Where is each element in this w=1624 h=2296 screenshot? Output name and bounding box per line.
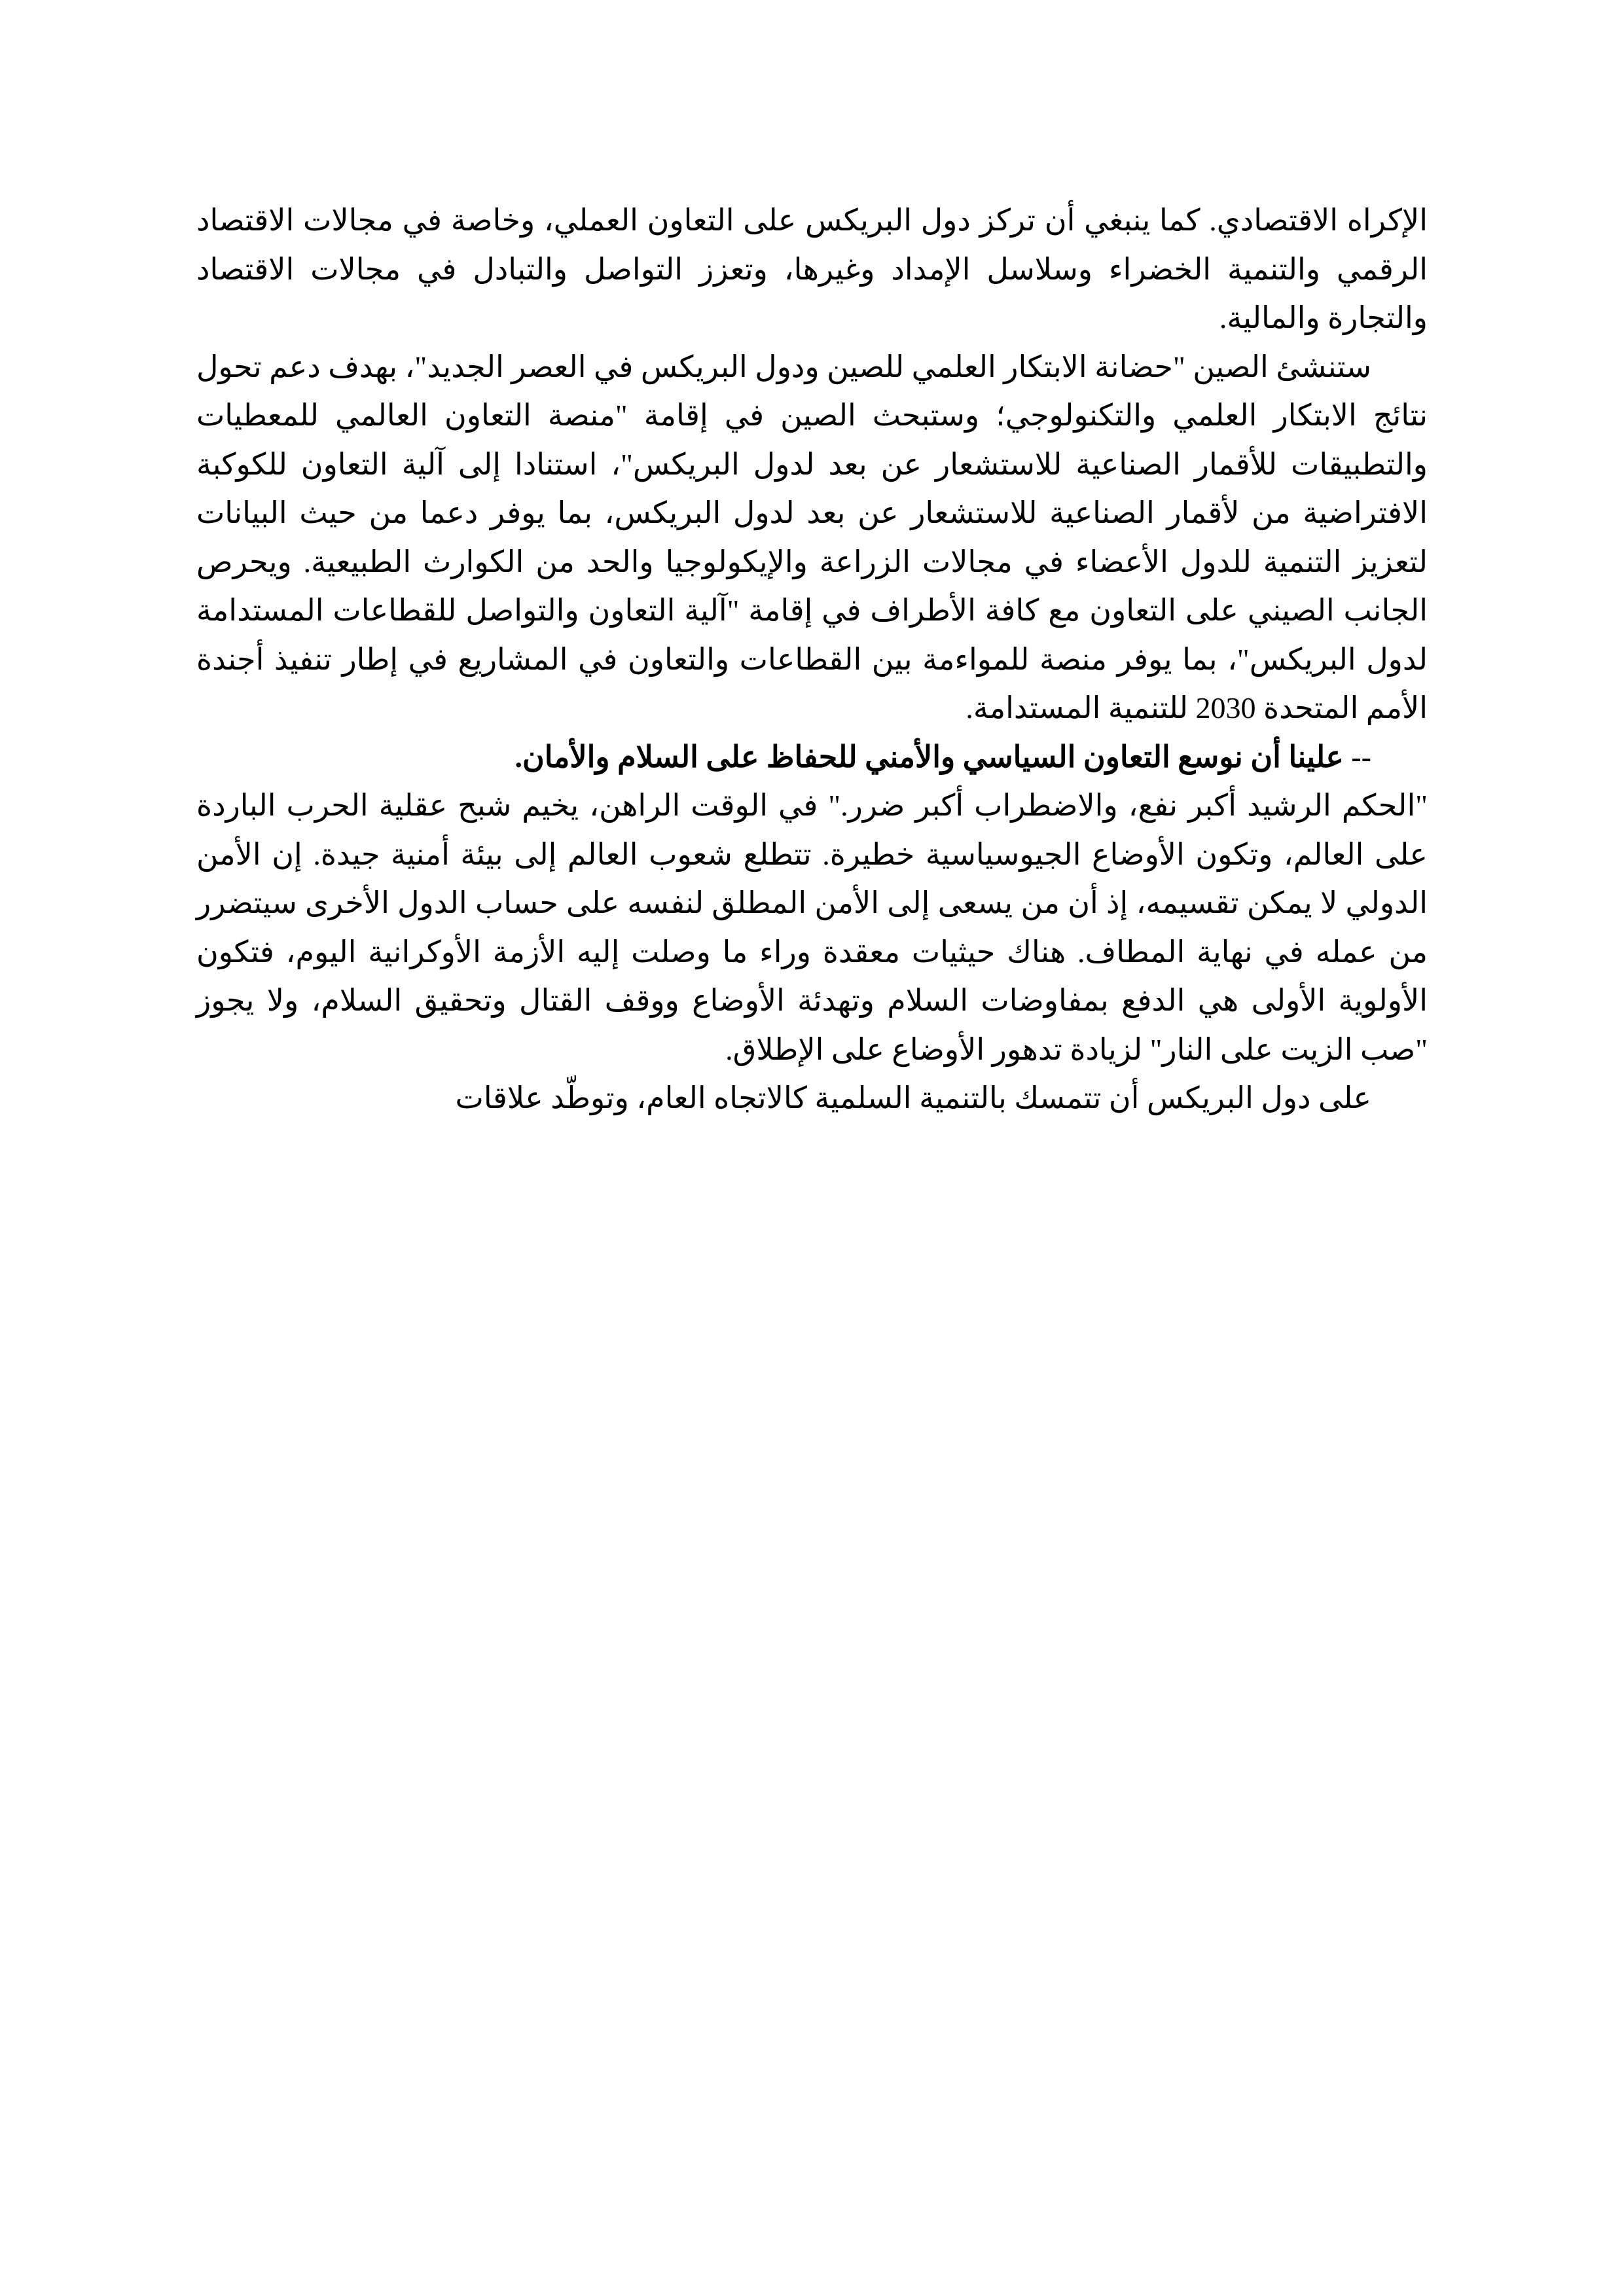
document-body: [196, 196, 1428, 1123]
paragraph-3-heading: -- علينا أن نوسع التعاون السياسي والأمني للحفاظ على السلام والأمان.: [514, 740, 1371, 774]
paragraph-4: "الحكم الرشيد أكبر نفع، والاضطراب أكبر ضرر." في الوقت الراهن، يخيم شبح عقلية الحرب الباردة على العالم، وتكون الأوضاع الجيوسياسية خطيرة. تتطلع شعوب العالم إلى بيئة أمنية جيدة. إن الأمن الدولي لا يمكن تقسيمه، إذ أن من يسعى إلى الأمن المطلق لنفسه على حساب الدول الأخرى سيتضرر من عمله في نهاية المطاف. هناك حيثيات معقدة وراء ما وصلت إليه الأزمة الأوكرانية اليوم، فتكون الأولوية الأولى هي الدفع بمفاوضات السلام وتهدئة الأوضاع ووقف القتال وتحقيق السلام، ولا يجوز "صب الزيت على النار" لزيادة تدهور الأوضاع على الإطلاق.: [196, 789, 1428, 1066]
paragraph-2: ستنشئ الصين "حضانة الابتكار العلمي للصين ودول البريكس في العصر الجديد"، بهدف دعم تحول نتائج الابتكار العلمي والتكنولوجي؛ وستبحث الصين في إقامة "منصة التعاون العالمي للمعطيات والتطبيقات للأقمار الصناعية للاستشعار عن بعد لدول البريكس"، استنادا إلى آلية التعاون للكوكبة الافتراضية من لأقمار الصناعية للاستشعار عن بعد لدول البريكس، بما يوفر دعما من حيث البيانات لتعزيز التنمية للدول الأعضاء في مجالات الزراعة والإيكولوجيا والحد من الكوارث الطبيعية. ويحرص الجانب الصيني على التعاون مع كافة الأطراف في إقامة "آلية التعاون والتواصل للقطاعات المستدامة لدول البريكس"، بما يوفر منصة للمواءمة بين القطاعات والتعاون في المشاريع في إطار تنفيذ أجندة الأمم المتحدة 2030 للتنمية المستدامة.: [196, 350, 1428, 725]
paragraph-1: الإكراه الاقتصادي. كما ينبغي أن تركز دول البريكس على التعاون العملي، وخاصة في مجالات الاقتصاد الرقمي والتنمية الخضراء وسلاسل الإمداد وغيرها، وتعزز التواصل والتبادل في مجالات الاقتصاد والتجارة والمالية.: [196, 204, 1428, 335]
paragraph-5: على دول البريكس أن تتمسك بالتنمية السلمية كالاتجاه العام، وتوطّد علاقات: [455, 1081, 1371, 1115]
